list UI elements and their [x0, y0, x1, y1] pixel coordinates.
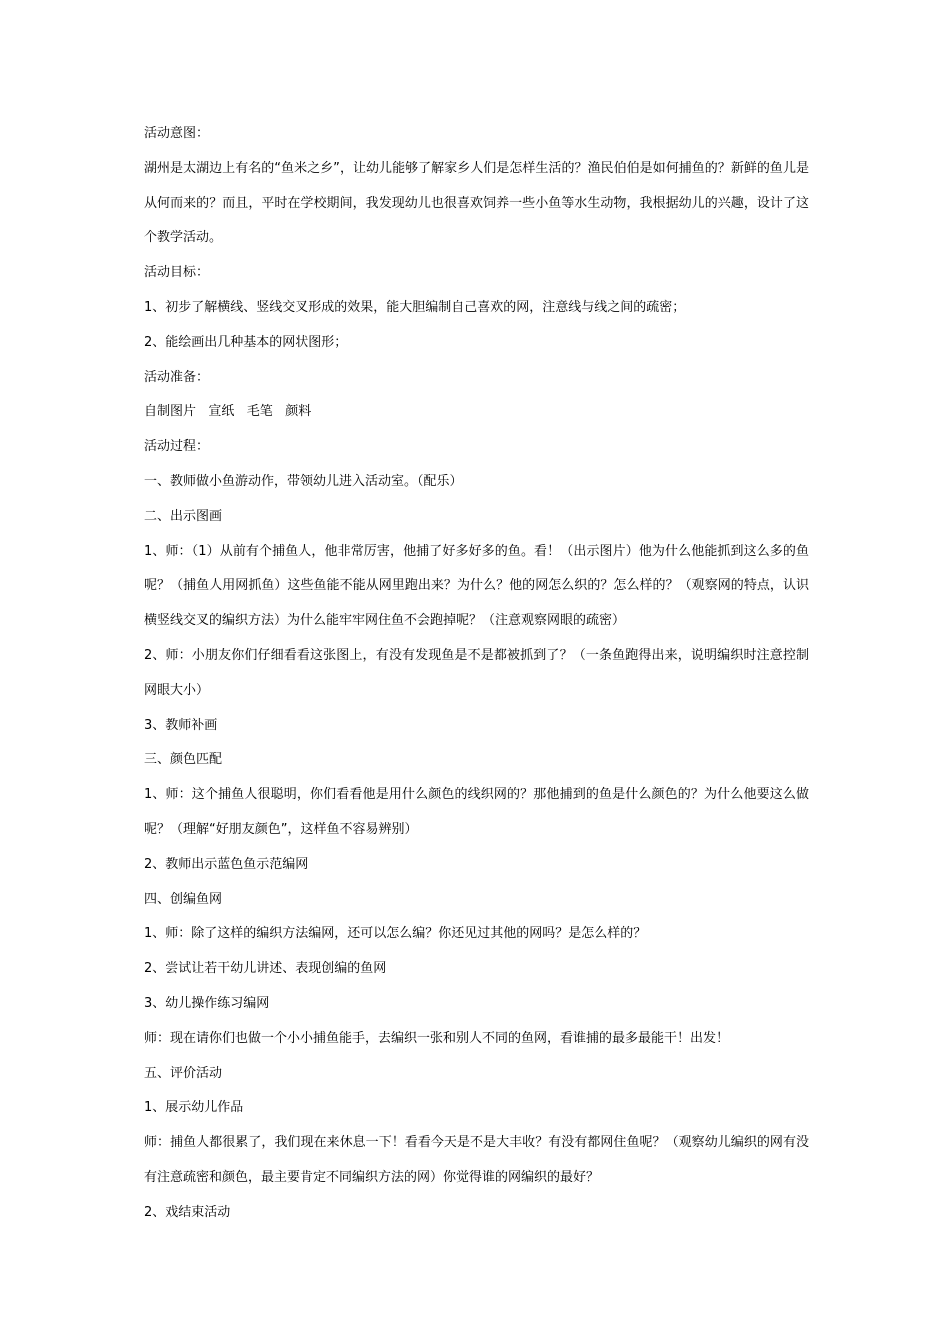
process-step-2-item-2: 2、师：小朋友你们仔细看看这张图上，有没有发现鱼是不是都被抓到了？（一条鱼跑得出来，说明编织时注意控制网眼大小） [144, 647, 809, 698]
process-step-3-item-1: 1、师：这个捕鱼人很聪明，你们看看他是用什么颜色的线织网的？那他捕到的鱼是什么颜色的？为什么他要这么做呢？（理解“好朋友颜色”，这样鱼不容易辨别） [144, 787, 809, 837]
process-step-4-item-2: 2、尝试让若干幼儿讲述、表现创编的鱼网 [144, 961, 387, 977]
process-step-4-item-3: 3、幼儿操作练习编网 [144, 995, 270, 1011]
process-step-5-teacher-line: 师：捕鱼人都很累了，我们现在来休息一下！看看今天是不是大丰收？有没有都网住鱼呢？（观察幼儿编织的网有没有注意疏密和颜色，最主要肯定不同编织方法的网）你觉得谁的网编织的最好？ [144, 1135, 809, 1185]
process-step-4-item-1: 1、师：除了这样的编织方法编网，还可以怎么编？你还见过其他的网吗？是怎么样的？ [144, 926, 647, 942]
document-body [144, 117, 809, 1231]
process-step-5-heading: 五、评价活动 [144, 1065, 223, 1081]
goal-item-2: 2、能绘画出几种基本的网状图形； [144, 334, 348, 350]
heading-process: 活动过程： [144, 439, 210, 455]
goal-item-1: 1、初步了解横线、竖线交叉形成的效果，能大胆编制自己喜欢的网，注意线与线之间的疏密； [144, 299, 686, 315]
process-step-1: 一、教师做小鱼游动作，带领幼儿进入活动室。（配乐） [144, 473, 463, 489]
process-step-5-item-2: 2、戏结束活动 [144, 1204, 231, 1220]
process-step-3-heading: 三、颜色匹配 [144, 752, 223, 768]
process-step-5-item-1: 1、展示幼儿作品 [144, 1100, 244, 1116]
process-step-2-heading: 二、出示图画 [144, 508, 223, 524]
process-step-2-item-3: 3、教师补画 [144, 717, 218, 733]
process-step-3-item-2: 2、教师出示蓝色鱼示范编网 [144, 856, 309, 872]
process-step-4-teacher-line: 师：现在请你们也做一个小小捕鱼能手，去编织一张和别人不同的鱼网，看谁捕的最多最能干！出发！ [144, 1030, 730, 1046]
process-step-4-heading: 四、创编鱼网 [144, 891, 223, 907]
preparation-materials: 自制图片 宣纸 毛笔 颜料 [144, 404, 312, 420]
process-step-2-item-1: 1、师：（1）从前有个捕鱼人，他非常厉害，他捕了好多好多的鱼。看！（出示图片）他为什么他能抓到这么多的鱼呢？（捕鱼人用网抓鱼）这些鱼能不能从网里跑出来？为什么？他的网怎么织的？怎么样的？（观察网的特点，认识横竖线交叉的编织方法）为什么能牢牢网住鱼不会跑掉呢？（注意观察网眼的疏密） [144, 543, 809, 629]
heading-preparation: 活动准备： [144, 369, 210, 385]
heading-goals: 活动目标： [144, 265, 210, 281]
heading-intent: 活动意图： [144, 126, 210, 141]
paragraph-intent: 湖州是太湖边上有名的“鱼米之乡”，让幼儿能够了解家乡人们是怎样生活的？渔民伯伯是如何捕鱼的？新鲜的鱼儿是从何而来的？而且，平时在学校期间，我发现幼儿也很喜欢饲养一些小鱼等水生动物，我根据幼儿的兴趣，设计了这个教学活动。 [144, 160, 809, 246]
